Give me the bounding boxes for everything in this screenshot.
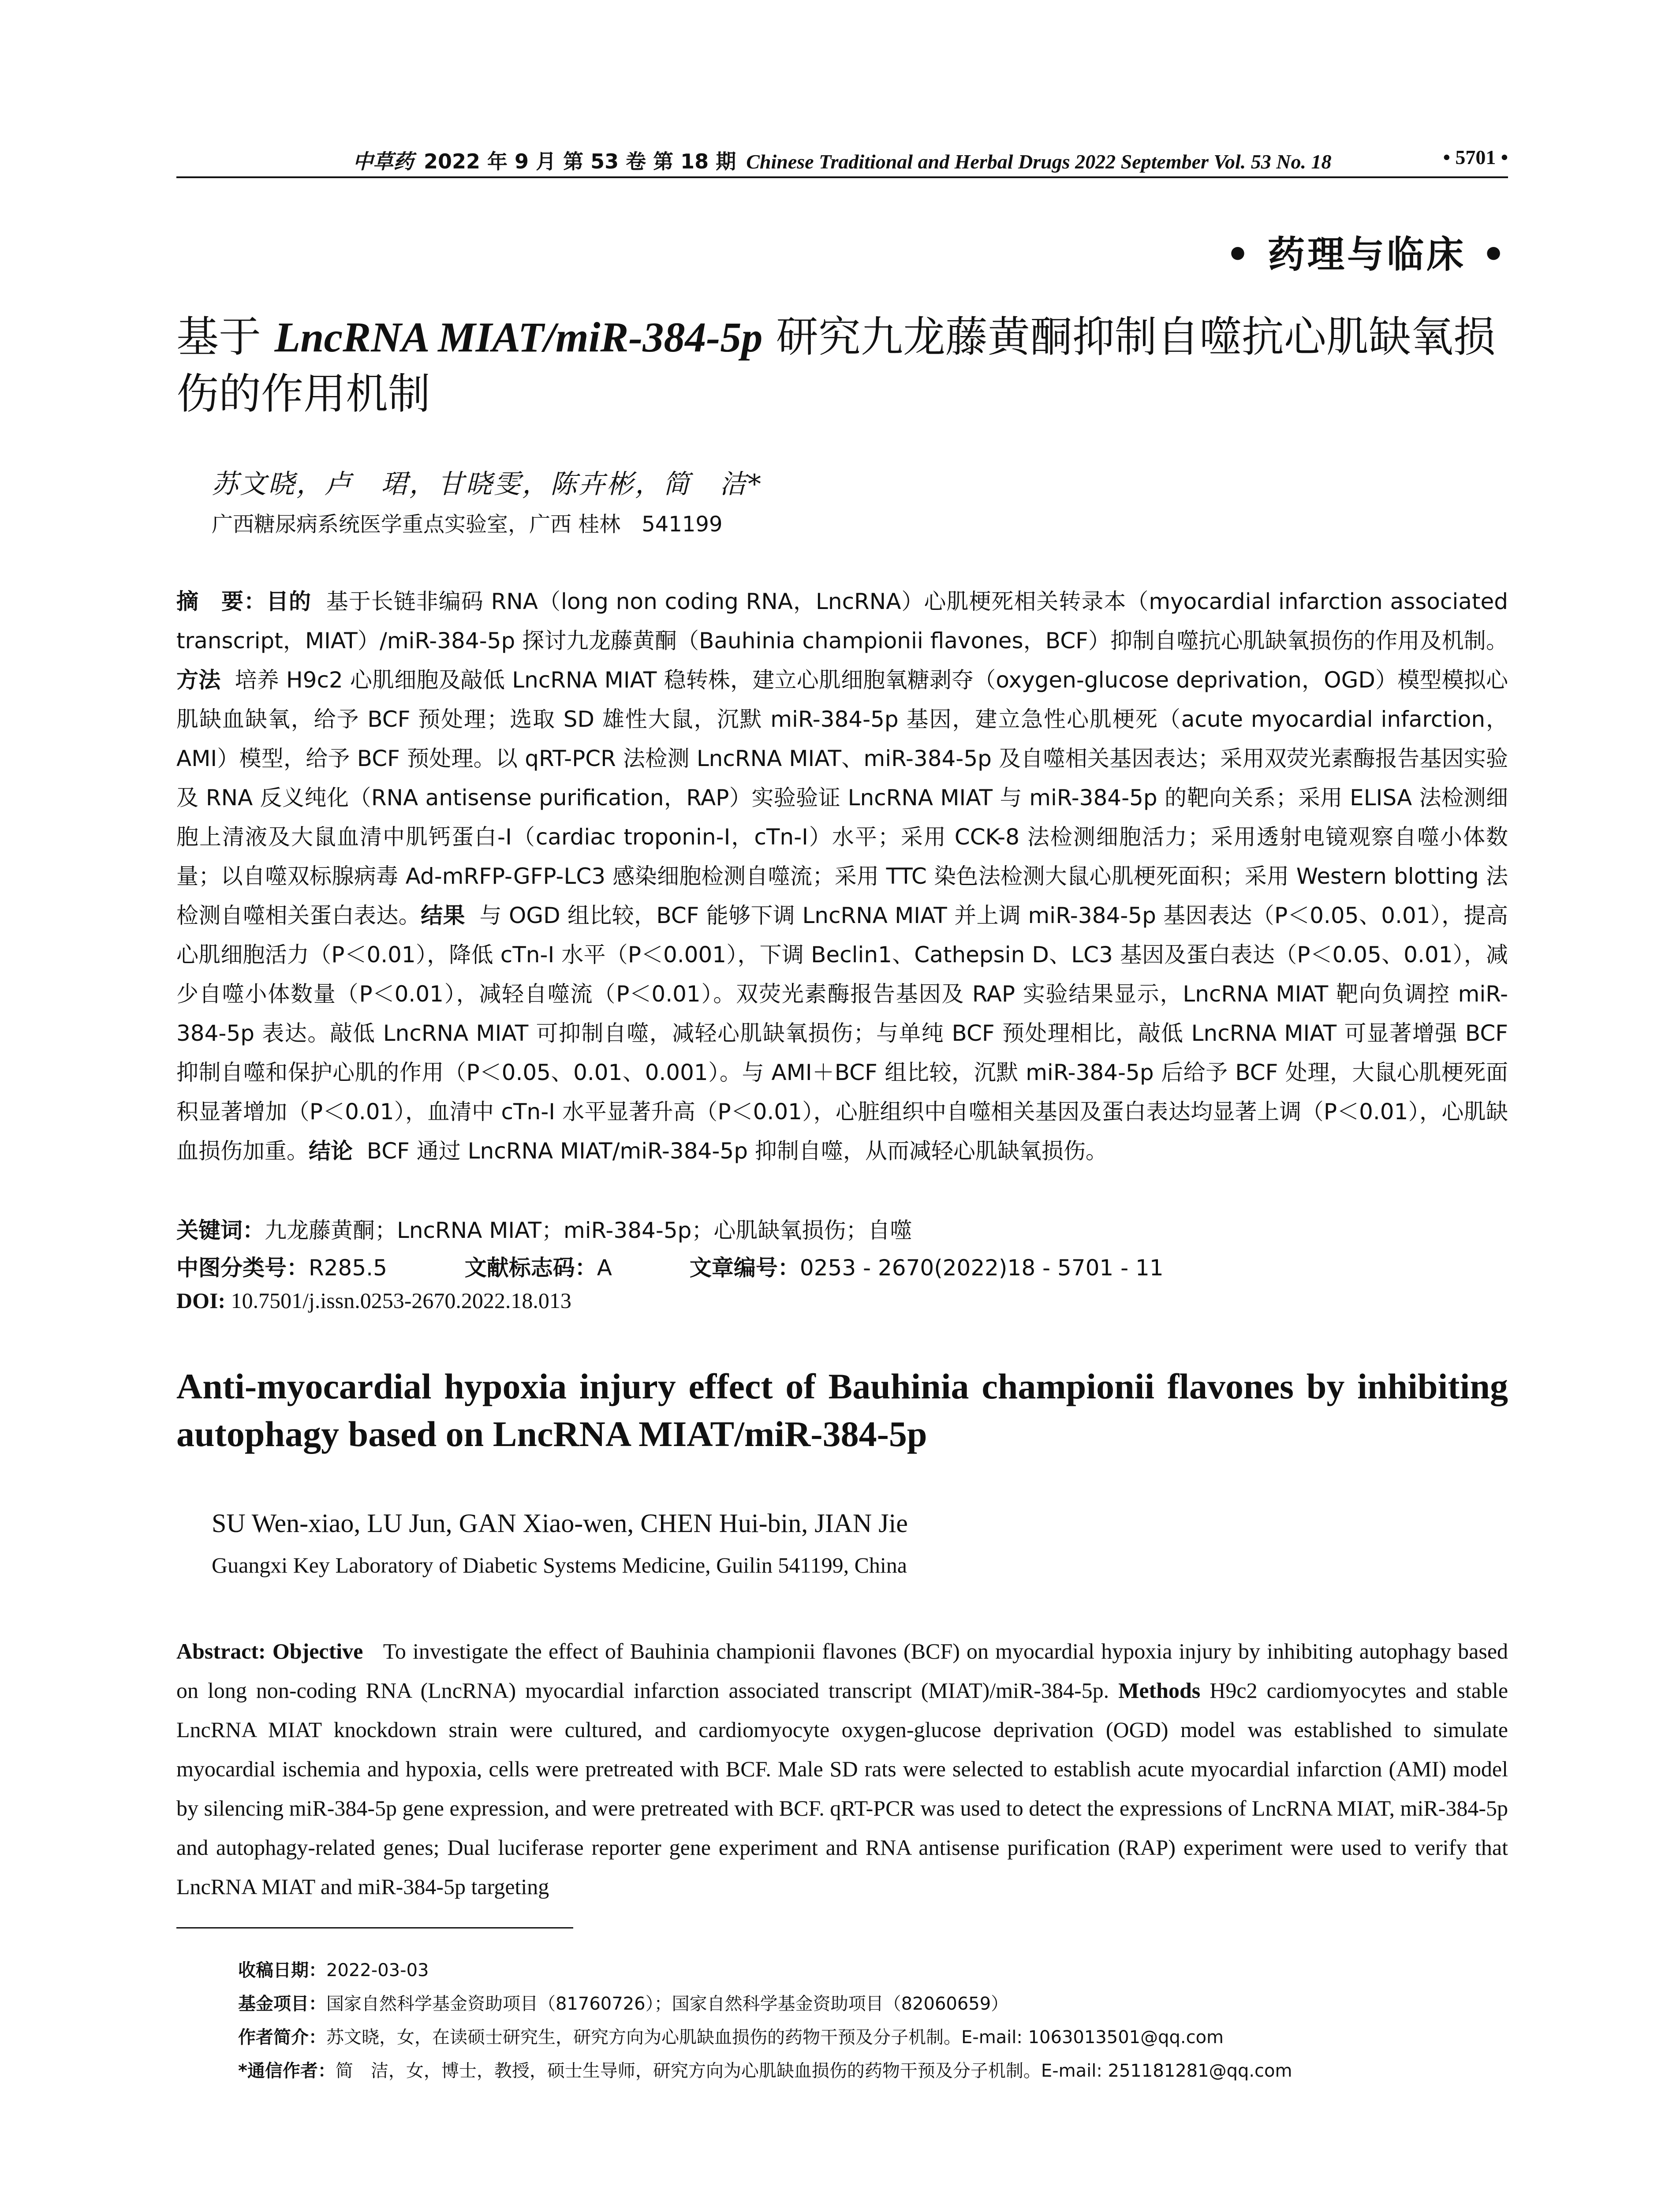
article-label: 文章编号： <box>689 1255 800 1281</box>
article-number <box>690 1255 1164 1281</box>
issue-cn: 2022 年 9 月 第 53 卷 第 18 期 <box>424 149 736 173</box>
section-tag: • 药理与临床 • <box>1226 233 1508 276</box>
journal-name-en: Chinese Traditional and Herbal Drugs 2022 September Vol. 53 No. 18 <box>746 150 1332 173</box>
objective-en: To investigate the effect of Bauhinia championii flavones (BCF) on myocardial hypoxia injury by inhibiting autophagy based on long non-coding RNA (LncRNA) myocardial infarction associated transcript (MIAT)/miR-384-5p. <box>176 1639 1508 1703</box>
doc-code <box>465 1255 612 1281</box>
doc-value: A <box>597 1255 612 1281</box>
abstract-cn-label: 摘 要： <box>176 589 266 614</box>
footnote-fund <box>238 1987 1517 2021</box>
footnote-corresponding <box>238 2054 1517 2088</box>
doc-label: 文献标志码： <box>464 1255 597 1281</box>
article-value: 0253 - 2670(2022)18 - 5701 - 11 <box>799 1255 1164 1281</box>
footnote-rule <box>176 1927 573 1928</box>
methods-en: H9c2 cardiomyocytes and stable LncRNA MIAT knockdown strain were cultured, and cardiomyocyte oxygen-glucose deprivation (OGD) model was established to simulate myocardial ischemia and hypoxia, cells were pretreated with BCF. Male SD rats were selected to establish acute myocardial infarction (AMI) model by silencing miR-384-5p gene expression, and were pretreated with BCF. qRT-PCR was used to detect the expressions of LncRNA MIAT, miR-384-5p and autophagy-related genes; Dual luciferase reporter gene experiment and RNA antisense purification (RAP) experiment were used to verify that LncRNA MIAT and miR-384-5p targeting <box>176 1678 1508 1899</box>
author-value: 苏文晓，女，在读硕士研究生，研究方向为心肌缺血损伤的药物干预及分子机制。E-mail: 1063013501@qq.com <box>326 2027 1224 2048</box>
corresponding-label: *通信作者： <box>238 2061 336 2081</box>
objective-label-en: Objective <box>272 1639 363 1663</box>
classification <box>176 1250 1508 1282</box>
clc-label: 中图分类号： <box>176 1255 309 1281</box>
title-cn-pre: 基于 <box>176 312 275 362</box>
conclusion-cn: BCF 通过 LncRNA MIAT/miR-384-5p 抑制自噬，从而减轻心肌缺氧损伤。 <box>366 1138 1108 1164</box>
footnotes <box>238 1954 1517 2088</box>
title-cn-italic: LncRNA MIAT/miR-384-5p <box>274 314 763 361</box>
abstract-cn <box>176 582 1508 1171</box>
doi-value[interactable]: 10.7501/j.issn.0253-2670.2022.18.013 <box>231 1288 571 1313</box>
page-number: • 5701 • <box>1443 146 1508 168</box>
conclusion-label-cn: 结论 <box>309 1138 353 1164</box>
clc <box>176 1255 387 1281</box>
authors-en: SU Wen-xiao, LU Jun, GAN Xiao-wen, CHEN Hui-bin, JIAN Jie <box>212 1509 908 1538</box>
received-value: 2022-03-03 <box>326 1960 429 1981</box>
article-title-cn <box>176 309 1512 422</box>
footnote-received <box>238 1954 1517 1987</box>
header-rule <box>176 176 1508 178</box>
methods-label-en: Methods <box>1118 1678 1201 1703</box>
authors-cn: 苏文晓，卢 珺，甘晓雯，陈卉彬，简 洁* <box>212 469 763 500</box>
running-header <box>176 141 1508 176</box>
keywords <box>176 1213 1508 1245</box>
author-label: 作者简介： <box>238 2027 326 2048</box>
methods-label-cn: 方法 <box>176 667 221 693</box>
title-cn-post: 研究九龙藤黄酮抑制自噬抗心肌缺氧损伤的作用机制 <box>176 312 1496 419</box>
affiliation-cn: 广西糖尿病系统医学重点实验室，广西 桂林 541199 <box>212 512 723 537</box>
objective-label-cn: 目的 <box>266 589 311 614</box>
fund-label: 基金项目： <box>238 1994 326 2014</box>
methods-cn: 培养 H9c2 心肌细胞及敲低 LncRNA MIAT 稳转株，建立心肌细胞氧糖剥夺（oxygen-glucose deprivation，OGD）模型模拟心肌缺血缺氧，给予 BCF 预处理；选取 SD 雄性大鼠，沉默 miR-384-5p 基因，建立急性心肌梗死（acute myocardial infarction，AMI）模型，给予 BCF 预处理。以 qRT-PCR 法检测 LncRNA MIAT、miR-384-5p 及自噬相关基因表达；采用双荧光素酶报告基因实验及 RNA 反义纯化（RNA antisense purification，RAP）实验验证 LncRNA MIAT 与 miR-384-5p 的靶向关系；采用 ELISA 法检测细胞上清液及大鼠血清中肌钙蛋白-I（cardiac troponin-I，cTn-I）水平；采用 CCK-8 法检测细胞活力；采用透射电镜观察自噬小体数量；以自噬双标腺病毒 Ad-mRFP-GFP-LC3 感染细胞检测自噬流；采用 TTC 染色法检测大鼠心肌梗死面积；采用 Western blotting 法检测自噬相关蛋白表达。 <box>176 667 1508 928</box>
received-label: 收稿日期： <box>238 1960 326 1981</box>
corresponding-value: 简 洁，女，博士，教授，硕士生导师，研究方向为心肌缺血损伤的药物干预及分子机制。E-mail: 251181281@qq.com <box>335 2061 1292 2081</box>
journal-name-cn: 中草药 <box>353 149 414 173</box>
keywords-value: 九龙藤黄酮；LncRNA MIAT；miR-384-5p；心肌缺氧损伤；自噬 <box>265 1218 912 1243</box>
affiliation-en: Guangxi Key Laboratory of Diabetic Systems Medicine, Guilin 541199, China <box>212 1553 907 1577</box>
doi-label: DOI: <box>176 1288 226 1313</box>
results-label-cn: 结果 <box>421 903 465 928</box>
objective-cn: 基于长链非编码 RNA（long non coding RNA，LncRNA）心肌梗死相关转录本（myocardial infarction associated transcript，MIAT）/miR-384-5p 探讨九龙藤黄酮（Bauhinia championii flavones，BCF）抑制自噬抗心肌缺氧损伤的作用及机制。 <box>176 589 1508 654</box>
footnote-author <box>238 2021 1517 2054</box>
clc-value: R285.5 <box>309 1255 387 1281</box>
header-left <box>353 146 1332 175</box>
doi <box>176 1288 1508 1313</box>
keywords-label: 关键词： <box>176 1218 265 1243</box>
fund-value: 国家自然科学基金资助项目（81760726）；国家自然科学基金资助项目（82060659） <box>326 1994 1009 2014</box>
article-title-en: Anti-myocardial hypoxia injury effect of Bauhinia championii flavones by inhibiting autophagy based on LncRNA MIAT/miR-384-5p <box>176 1366 1508 1454</box>
abstract-en-label: Abstract: <box>176 1639 266 1663</box>
abstract-en <box>176 1632 1508 1906</box>
results-cn: 与 OGD 组比较，BCF 能够下调 LncRNA MIAT 并上调 miR-384-5p 基因表达（P＜0.05、0.01），提高心肌细胞活力（P＜0.01），降低 cTn-I 水平（P＜0.001），下调 Beclin1、Cathepsin D、LC3 基因及蛋白表达（P＜0.05、0.01），减少自噬小体数量（P＜0.01），减轻自噬流（P＜0.01）。双荧光素酶报告基因及 RAP 实验结果显示，LncRNA MIAT 靶向负调控 miR-384-5p 表达。敲低 LncRNA MIAT 可抑制自噬，减轻心肌缺氧损伤；与单纯 BCF 预处理相比，敲低 LncRNA MIAT 可显著增强 BCF 抑制自噬和保护心肌的作用（P＜0.05、0.01、0.001）。与 AMI＋BCF 组比较，沉默 miR-384-5p 后给予 BCF 处理，大鼠心肌梗死面积显著增加（P＜0.01），血清中 cTn-I 水平显著升高（P＜0.01），心脏组织中自噬相关基因及蛋白表达均显著上调（P＜0.01），心肌缺血损伤加重。 <box>176 903 1508 1164</box>
